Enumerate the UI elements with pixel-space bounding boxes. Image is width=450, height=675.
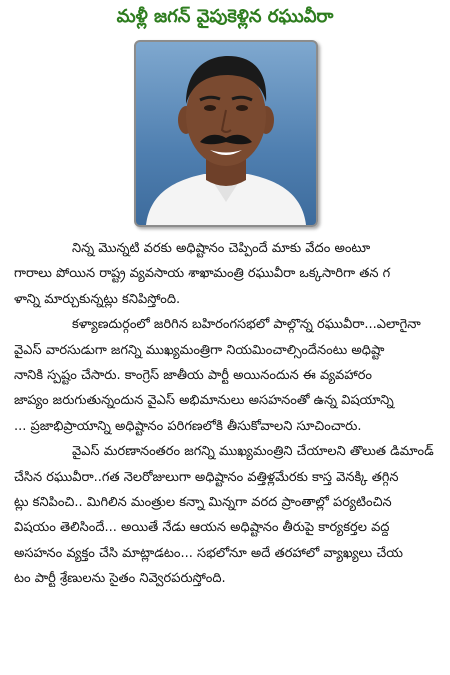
text-line: విషయం తెలిసిందే... అయితే నేడు ఆయన అధిష్టానం తీరుపై కార్యకర్తల వద్ద bbox=[14, 520, 390, 536]
paragraph-1 bbox=[14, 236, 442, 312]
text-line: ట్లు కనిపించి.. మిగిలిన మంత్రుల కన్నా మిన్నగా వరద ప్రాంతాల్లో పర్యటించిన bbox=[14, 495, 392, 511]
text-line: టం పార్టీ శ్రేణులను సైతం నివ్వెరపరుస్తోంది. bbox=[14, 571, 226, 587]
text-line: వైఎస్ మరణానంతరం జగన్ని ముఖ్యమంత్రిని చేయాలని తొలుత డిమాండ్ bbox=[72, 444, 434, 460]
paragraph-3 bbox=[14, 439, 442, 591]
paragraph-2 bbox=[14, 312, 442, 439]
text-line: కళ్యాణదుర్గంలో జరిగిన బహిరంగసభలో పాల్గొన్న రఘువీరా...ఎలాగైనా bbox=[72, 317, 421, 333]
text-line: నిన్న మొన్నటి వరకు అధిష్టానం చెప్పిందే మాకు వేదం అంటూ bbox=[72, 241, 371, 256]
portrait-icon bbox=[136, 42, 316, 225]
text-line: అసహనం వ్యక్తం చేసి మాట్లాడటం... సభలోనూ అదే తరహాలో వ్యాఖ్యలు చేయ bbox=[14, 545, 404, 561]
text-line: నానికి స్పష్టం చేసారు. కాంగ్రెస్ జాతీయ పార్టీ అయినందున ఈ వ్యవహారం bbox=[14, 368, 372, 384]
text-line: గారాలు పోయిన రాష్ట్ర వ్యవసాయ శాఖామంత్రి రఘువీరా ఒక్కసారిగా తన గ bbox=[14, 266, 391, 282]
article-body bbox=[14, 236, 442, 592]
text-line: జాప్యం జరుగుతున్నందున వైఎస్ అభిమానులు అసహనంతో ఉన్న విషయాన్ని bbox=[14, 393, 394, 409]
text-line: ళాన్ని మార్చుకున్నట్లు కనిపిస్తోంది. bbox=[14, 291, 181, 307]
text-line: వైఎస్ వారసుడుగా జగన్ని ముఖ్యమంత్రిగా నియమించాల్సిందేనంటు అధిష్టా bbox=[14, 342, 385, 358]
article-headline: మళ్లీ జగన్ వైపుకెళ్లిన రఘువీరా bbox=[116, 6, 334, 27]
text-line: ... ప్రజాభిప్రాయాన్ని అధిష్టానం పరిగణలోకి తీసుకోవాలని సూచించారు. bbox=[14, 418, 362, 434]
portrait-photo bbox=[134, 40, 318, 227]
text-line: చేసిన రఘువీరా..గత నెలరోజులుగా అధిష్టానం వత్తిళ్లమేరకు కాస్త వెనక్కి తగ్గిన bbox=[14, 469, 399, 485]
